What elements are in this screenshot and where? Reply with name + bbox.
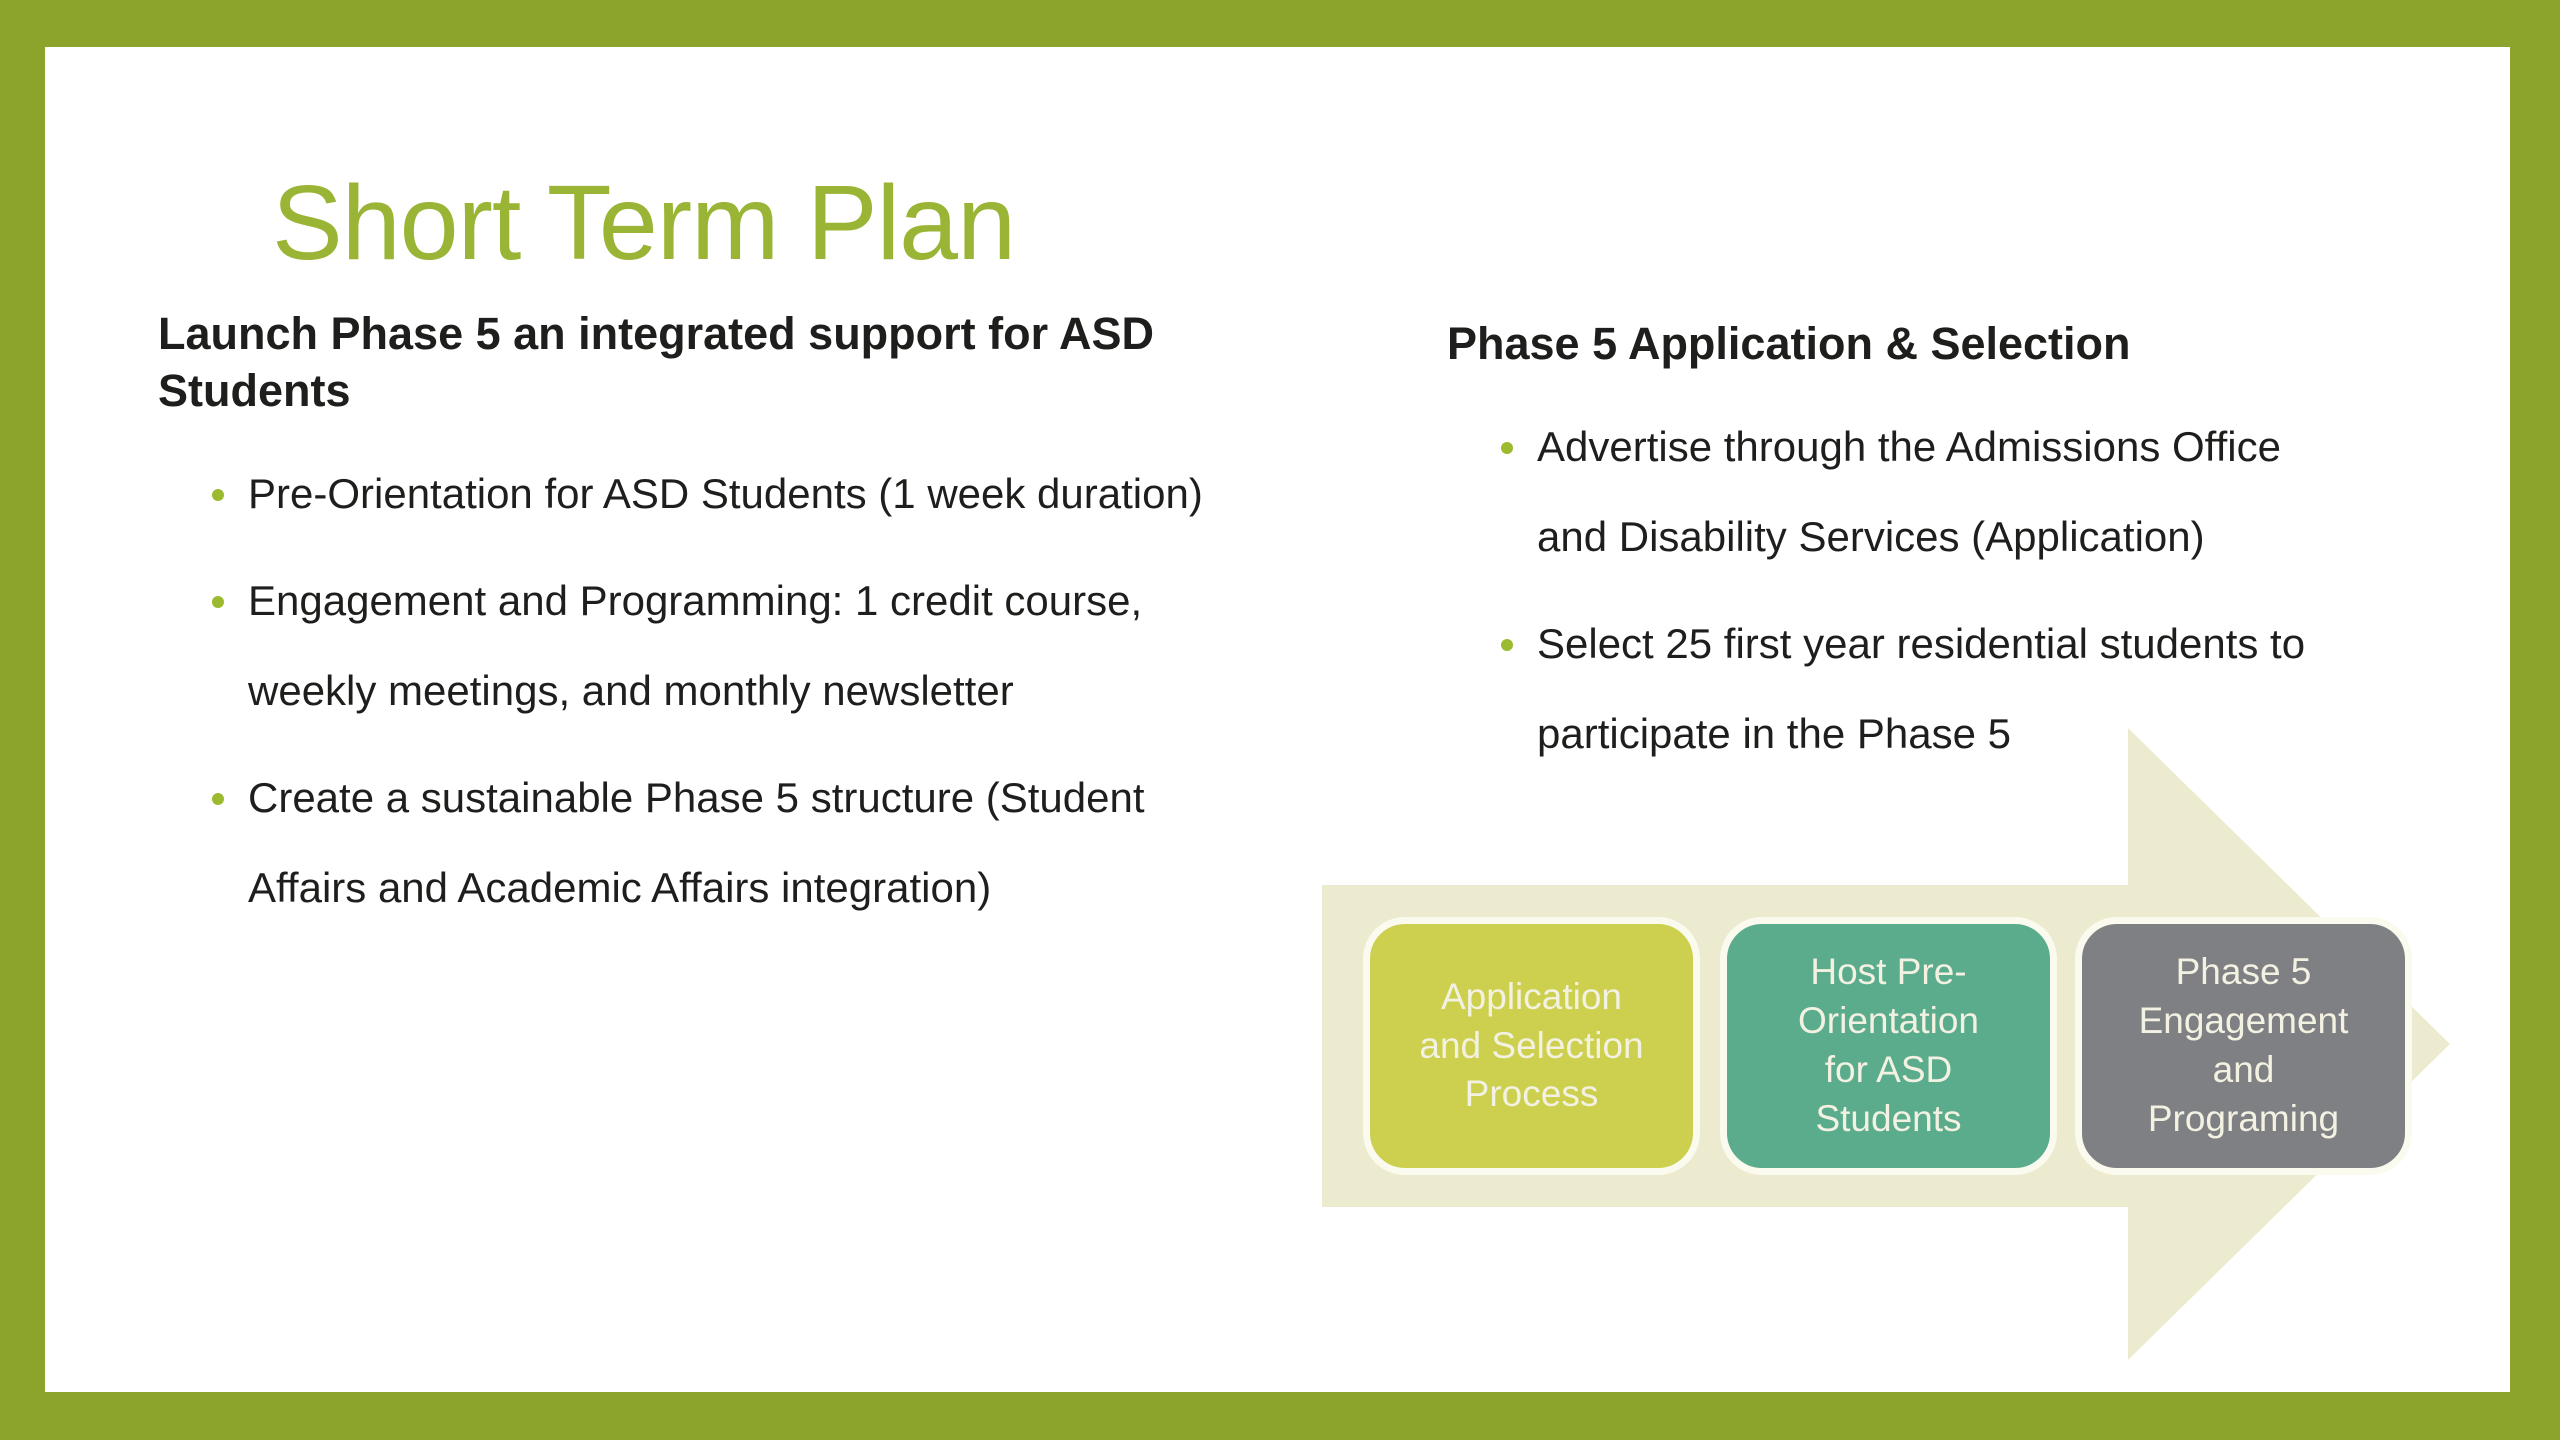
left-heading-line: Students bbox=[158, 365, 351, 417]
slide-frame bbox=[45, 47, 2510, 1392]
left-heading bbox=[158, 305, 1278, 419]
process-step-engagement-programing bbox=[2075, 917, 2412, 1175]
bullet-item bbox=[1537, 599, 2457, 779]
right-heading: Phase 5 Application & Selection bbox=[1447, 318, 2131, 369]
step-text-line: Phase 5 bbox=[2175, 951, 2312, 993]
bullet-item bbox=[248, 556, 1278, 736]
bullet-line: participate in the Phase 5 bbox=[1537, 710, 2011, 758]
slide-title: Short Term Plan bbox=[272, 164, 1016, 282]
bullet-item bbox=[1537, 402, 2457, 582]
right-section bbox=[1447, 315, 2457, 796]
step-text-line: for ASD bbox=[1824, 1049, 1953, 1090]
process-step-application-selection bbox=[1363, 917, 1700, 1175]
step-text-line: Process bbox=[1464, 1073, 1599, 1115]
step-text-line: Programing bbox=[2147, 1097, 2340, 1139]
bullet-line: Affairs and Academic Affairs integration) bbox=[248, 864, 992, 912]
process-step-pre-orientation bbox=[1720, 917, 2057, 1175]
bullet-line: and Disability Services (Application) bbox=[1537, 513, 2205, 561]
bullet-line: weekly meetings, and monthly newsletter bbox=[248, 667, 1014, 715]
bullet-line: Advertise through the Admissions Office bbox=[1537, 423, 2281, 471]
bullet-line: Pre-Orientation for ASD Students (1 week duration) bbox=[248, 470, 1203, 518]
left-section bbox=[158, 305, 1278, 950]
step-text-line: and bbox=[2212, 1049, 2275, 1090]
step-text-line: and Selection bbox=[1419, 1024, 1644, 1066]
step-text-line: Orientation bbox=[1798, 1000, 1979, 1042]
step-text-line: Students bbox=[1815, 1097, 1962, 1139]
bullet-line: Select 25 first year residential students to bbox=[1537, 620, 2306, 668]
left-heading-line: Launch Phase 5 an integrated support for ASD bbox=[158, 308, 1154, 359]
bullet-line: Create a sustainable Phase 5 structure (Student bbox=[248, 774, 1145, 822]
bullet-item bbox=[248, 753, 1278, 933]
step-text-line: Host Pre- bbox=[1810, 951, 1967, 993]
left-bullet-list bbox=[158, 449, 1278, 933]
bullet-item bbox=[248, 449, 1278, 539]
right-bullet-list bbox=[1447, 402, 2457, 779]
bullet-line: Engagement and Programming: 1 credit course, bbox=[248, 577, 1143, 625]
step-text-line: Engagement bbox=[2138, 1000, 2349, 1042]
step-text-line: Application bbox=[1440, 975, 1622, 1017]
